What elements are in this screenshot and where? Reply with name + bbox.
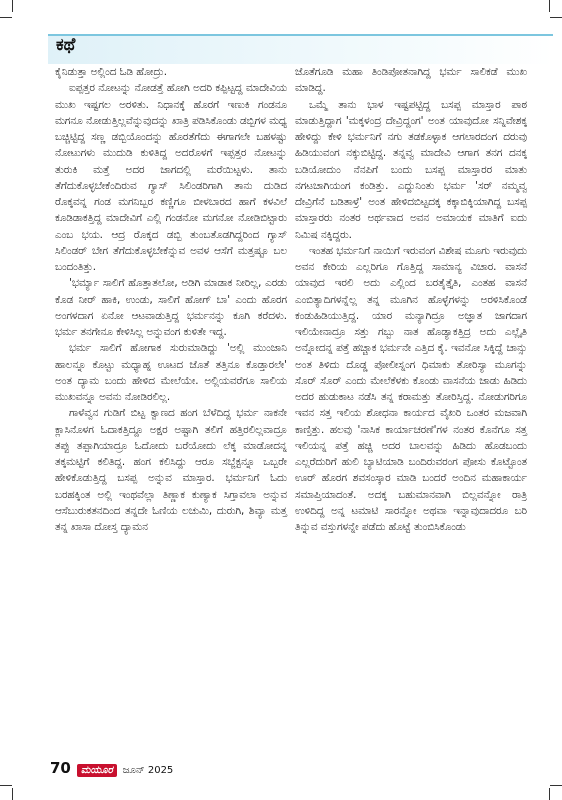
page-number: 70 — [50, 759, 71, 777]
article-paragraph: ಐಪ್ಪತ್ತರ ನೋಟನ್ನು ನೋಡತ್ತೆ ಹೋಗಿ ಅದರಿ ಕಪ್ಪಿಟ್ಟದ್ದ ಮಾದೇವಿಯ ಮುಖ ಇಷ್ಟಗಲ ಅರಳಿತು. ನಿಧಾನಕ್ಕೆ ಹೊರಗೆ ಇಣುಕಿ ಗಂಡನೂ ಮಗನೂ ನೋಡುತ್ತಿಲ್ಲವೆನ್ನುವುದನ್ನು ಖಾತ್ರಿ ಪಡಿಸಿಕೊಂಡು ಡಬ್ಬಿಗಳ ಮಧ್ಯ ಬಚ್ಚಿಟ್ಟಿದ್ದ ಸಣ್ಣ ಡಬ್ಬಿಯೊಂದನ್ನು ಹೊರತೆಗೆದು ಈಗಾಗಲೇ ಬಹಳಷ್ಟು ನೋಟುಗಳು ಮುದುಡಿ ಕುಳಿತಿದ್ದ ಅದರೊಳಗೆ ಇಪ್ಪತ್ತರ ನೋಟನ್ನು ತುರುಕಿ ಮತ್ತೆ ಅದರ ಜಾಗದಲ್ಲಿ ಮರೆಯಿಟ್ಟಳು. ತಾನು ತೆಗೆದುಕೊಳ್ಳಬೇಕೆಂದಿರುವ ಗ್ಯಾಸ್ ಸಿಲಿಂಡರಿಗಾಗಿ ತಾನು ದುಡಿದ ರೊಕ್ಕವನ್ನ ಗಂಡ ಮಗನಿಬ್ಬರ ಕಣ್ಣಿಗೂ ಬೀಳಬಾರದ ಹಾಗೆ ಕಳವಿಲೆ ಕೂಡಿಡಾಕತ್ತಿದ್ದ ಮಾದೇವಿಗೆ ಎಲ್ಲಿ ಗಂಡನೋ ಮಗನೋ ನೋಡಿಬಿಟ್ಟಾರು ಎಂಬ ಭಯ. ಆದ್ರ ರೊಕ್ಕದ ಡಬ್ಬಿ ತುಂಬತೊಡಗಿದ್ದರಿಂದ ಗ್ಯಾಸ್ ಸಿಲಿಂಡರ್ ಬೇಗ ತೆಗೆದುಕೊಳ್ಳಬೇಕೆನ್ನುವ ಅವಳ ಆಸೆಗೆ ಮತ್ತಷ್ಟೂ ಬಲ ಬಂದಂತಿತ್ತು. — [55, 82, 287, 273]
article-column-right — [295, 64, 527, 535]
article-paragraph: ಒಮ್ಮೆ ತಾನು ಭಾಳ ಇಷ್ಟಪಟ್ಟಿದ್ದ ಬಸಪ್ಪ ಮಾಸ್ತಾರ ಪಾಠ ಮಾಡುತ್ತಿದ್ದಾಗ 'ಮಕ್ಕಳಂದ್ರ ದೇವ್ರಿದ್ದಂಗ' ಅಂತ ಯಾವುದೋ ಸನ್ನಿವೇಶಕ್ಕ ಹೇಳಿದ್ದು ಕೇಳಿ ಭರ್ಮನಿಗೆ ನಗು ತಡಕೊಳ್ಳಾಕ ಆಗಲಾರದಂಗ ದರುವು ಹಿಡಿಯುವಂಗ ನಕ್ಕುಬಿಟ್ಟಿದ್ದ. ತನ್ನವ್ವ ಮಾದೇವಿ ಆಗಾಗ ತನಗ ದನಕ್ಕ ಬಡಿಯೋದುಂ ನೆನಪಿಗೆ ಬಂದು ಬಸಪ್ಪ ಮಾಸ್ತಾರರ ಮಾತು ನಗಟಚಾಗಿಯಂಗ ಕಂಡಿತ್ತು. ಎದ್ದುನಿಂತು ಭರ್ಮ 'ಸರ್ ನಮ್ಮವ್ವ ದೇವ್ರಿಗೆನೆ ಬಡಿತಾಳ್ರೆ' ಅಂತ ಹೇಳಿದಬಿಟ್ಟದಕ್ಕ ಕಕ್ಕಾಬಿಕ್ಕಿಯಾಗಿದ್ದ ಬಸಪ್ಪ ಮಾಸ್ತಾರರು ನಂತರ ಅರ್ಥವಾದ ಅವನ ಅಮಾಯಕ ಮಾತಿಗೆ ಐದು ನಿಮಿಷ ನಕ್ಕಿದ್ದರು. — [295, 98, 527, 241]
article-column-left — [55, 64, 287, 535]
crop-mark — [550, 785, 562, 786]
article-paragraph: ಇಂತಹ ಭರ್ಮನಿಗೆ ನಾಯಿಗೆ ಇರುವಂಗ ವಿಶೇಷ ಮೂಗು ಇರುವುದು ಅವನ ಕೇರಿಯ ಎಲ್ಲರಿಗೂ ಗೊತ್ತಿದ್ದ ಸಾಮಾನ್ಯ ವಿಚಾರ. ವಾಸನೆ ಯಾವುದ ಇರಲಿ ಅದು ಎಲ್ಲಿಂದ ಬರತೈತ್ತೈತಿ, ಎಂತಹ ವಾಸನೆ ಎಂಬಿತ್ಯಾದಿಗಳನ್ನೆಲ್ಲ ತನ್ನ ಮೂಗಿನ ಹೊಳ್ಳೆಗಳನ್ನು ಅರಳಿಸಿಕೊಂಡೆ ಕಂಡುಹಿಡಿಯುತ್ತಿದ್ದ. ಯಾರ ಮನ್ಯಾಗಿದ್ರೂ ಅಜ್ಞಾತ ಜಾಗದಾಗ ಇಲಿಯೇನಾದ್ರೂ ಸತ್ತು ಗಬ್ಬು ನಾತ ಹೊಡ್ಯಾಕತ್ತಿದ್ರ ಅದು ಎಲ್ಲೈತಿ ಅನ್ನೋದನ್ನ ಪತ್ತೆ ಹಚ್ಚಾಕ ಭರ್ಮನೇ ಎತ್ತಿದ ಕೈ. ಇವನೋ ಸಿಕ್ಕಿದ್ದೆ ಚಾನ್ಸು ಅಂತ ತಿಳಿದು ದೊಡ್ಡ ಪೋಲೀಸ್ನಂಗ ಧಿಮಾಕು ತೋರಿಸ್ಯಾ ಮೂಗನ್ನು ಸೊರ್ ಸೊರ್ ಎಂದು ಮೇಲೆಕೆಳಕು ಕೊಂಡು ವಾಸನೆಯ ಜಾಡು ಹಿಡಿದು ಅದರ ಹುಡುಕಾಟ ನಡೆಸಿ ತನ್ನ ಕರಾಮತ್ತು ತೋರಿಸ್ತಿದ್ದ. ನೋಡುಗರಿಗೂ ಇವನ ಸತ್ತ ಇಲಿಯ ಶೋಧನಾ ಕಾರ್ಯದ ವೈಖರಿ ಒಂತರ ಮಜವಾಗಿ ಕಾಣ್ತಿತ್ತು. ಹಲವು 'ನಾಸಿಕ ಕಾರ್ಯಾಚರಣೆ'ಗಳ ನಂತರ ಕೊನೆಗೂ ಸತ್ತ ಇಲಿಯನ್ನ ಪತ್ತೆ ಹಚ್ಚಿ ಅದರ ಬಾಲವನ್ನು ಹಿಡಿದು ಹೊಡಬಂದು ಎಲ್ಲರೆದುರಿಗೆ ಹುಲಿ ಬ್ಯಾಟಿಯಾಡಿ ಬಂದಿರುವರಂಗ ಪೋಸು ಕೊಟ್ಟೊಂತ ಊರ್ ಹೊರಗ ಶವಸಂಸ್ಕಾರ ಮಾಡಿ ಬಂದರೆ ಅಂದಿನ ಮಹಾಕಾರ್ಯ ಸಮಾಪ್ತಿಯಾದಂತೆ. ಅದಕ್ಕ ಬಹುಮಾನವಾಗಿ ಬಿಲ್ಲವನ್ನೋ ರಾತ್ರಿ ಉಳಿದಿದ್ದ ಅನ್ನ ಟಮಾಟಿ ಸಾರನ್ನೋ ಅಥವಾ ಇನ್ನಾವುದಾದರೂ ಬರಿ ತಿನ್ನುವ ವಸ್ತುಗಳನ್ನೇ ಪಡೆದು ಹೊಟ್ಟೆ ತುಂಬಿಸಿಕೊಂಡು — [295, 244, 527, 533]
crop-mark — [550, 17, 562, 18]
magazine-logo: ಮಯೂರ — [77, 764, 117, 777]
page-footer — [50, 759, 173, 781]
crop-mark — [0, 785, 12, 786]
crop-mark — [12, 0, 13, 12]
section-title: ಕಥೆ — [56, 35, 76, 55]
crop-mark — [0, 17, 12, 18]
article-paragraph: ಭರ್ಮ ಸಾಲಿಗೆ ಹೋಗಾಕ ಸುರುಮಾಡಿದ್ದು 'ಅಲ್ಲಿ ಮುಂಜಾನಿ ಹಾಲನ್ನೂ ಕೊಟ್ಟು ಮಧ್ಯಾಹ್ನ ಊಟದ ಜೊತೆ ತತ್ತಿನೂ ಕೊಡ್ತಾರಲೇ' ಅಂತ ದ್ಯಾಮ ಬಂದು ಹೇಳಿದ ಮೇಲೆಯೇ. ಅಲ್ಲಿಯವರೆಗೂ ಸಾಲಿಯ ಮುಖವನ್ನೂ ಅವನು ನೋಡಿರಲಿಲ್ಲ. — [55, 342, 287, 403]
issue-date: ಜೂನ್ 2025 — [122, 765, 174, 776]
article-paragraph: ಗಾಳೆವ್ವನ ಗುಡಿಗೆ ಬಿಟ್ಟ ಕ್ವಾಣದ ಹಂಗ ಬೆಳೆದಿದ್ದ ಭರ್ಮ ನಾಕನೇ ಕ್ಲಾಸಿನೊಳಗ ಓದಾಕತ್ತಿದ್ದೂ ಅಕ್ಷರ ಅಷ್ಟಾಗಿ ತಲಿಗೆ ಹತ್ತಿರಲಿಲ್ಲವಾದ್ರೂ ತಪ್ಪು ತಪ್ಪಾಗಿಯಾದ್ರೂ ಓದೋದು ಬರೆಯೋದು ಲೆಕ್ಕ ಮಾಡೋದನ್ನ ತಕ್ಕಮಟ್ಟಿಗೆ ಕಲಿತಿದ್ದ. ಹಂಗ ಕಲಿಸಿದ್ದು ಆರೂ ಸಬ್ಜೆಕ್ಟನ್ನೂ ಒಬ್ಬರೇ ಹೇಳಿಕೊಡುತ್ತಿದ್ದ ಬಸಪ್ಪ ಅನ್ನುವ ಮಾಸ್ತಾರ. ಭರ್ಮನಿಗೆ ಓದು ಬರಹಕ್ಕಿಂತ ಅಲ್ಲಿ ಇಂಥವೆಲ್ಲಾ ತಿಣ್ಣಾಕ ಕುಣ್ಯಾಕ ಸಿಗ್ತಾವಲಾ ಅನ್ನುವ ಆಸೆಬುರುಕತನದಿಂದ ತನ್ನದೇ ಓಣಿಯ ಲಚುಮಿ, ದುರುಗಿ, ಶಿವ್ಯಾ ಮತ್ತ ತನ್ನ ಖಾಸಾ ದೋಸ್ತ ದ್ಯಾಮನ — [55, 407, 287, 533]
section-header-bar — [48, 34, 553, 64]
article-paragraph: 'ಭರ್ಮ್ಯಾ ಸಾಲಿಗೆ ಹೊತ್ತಾತಲೋ, ಅಡಿಗಿ ಮಾಡಾಕ ನೀರಿಲ್ಲ, ಎರಡು ಕೊಡ ನೀರ್ ಹಾಕಿ, ಉಂಡು, ಸಾಲಿಗೆ ಹೋಗ್ ಬಾ' ಎಂದು ಹೊರಗ ಅಂಗಳದಾಗ ಏನೋ ಆಟವಾಡುತ್ತಿದ್ದ ಭರ್ಮನನ್ನು ಕೂಗಿ ಕರೆದಳು. ಭರ್ಮ ತನಗೇನೂ ಕೇಳಿಸಿಲ್ಲ ಅನ್ನುವಂಗ ಕುಳಿತೇ ಇದ್ದ. — [55, 277, 287, 338]
crop-mark — [12, 788, 13, 800]
crop-mark — [549, 788, 550, 800]
article-paragraph: ಜೊತೆಗೂಡಿ ಮಹಾ ತಿಂಡಿಪೋತನಾಗಿದ್ದ ಭರ್ಮ ಸಾಲಿಕಡೆ ಮುಖ ಮಾಡಿದ್ದ. — [295, 66, 527, 95]
crop-mark — [549, 0, 550, 12]
article-paragraph: ಕೈನಿಡುತ್ತಾ ಅಲ್ಲಿಂದ ಓಡಿ ಹೋದ್ರು. — [55, 66, 168, 78]
